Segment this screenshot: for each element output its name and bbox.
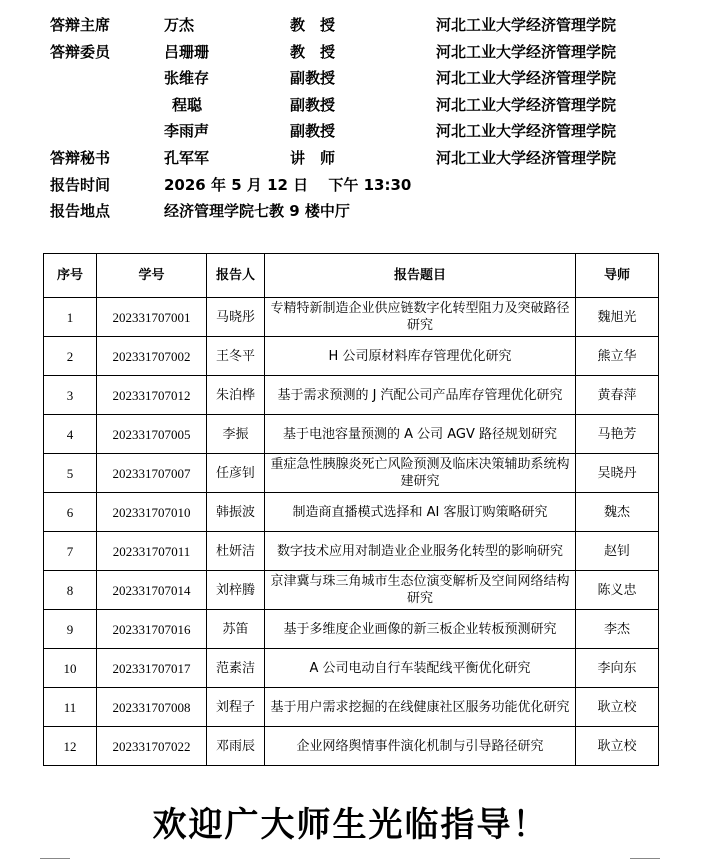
committee-unit: 河北工业大学经济管理学院 (436, 122, 617, 141)
row-student-id: 202331707001 (97, 298, 207, 337)
table-row (44, 532, 659, 571)
row-no: 12 (44, 727, 97, 766)
row-student-id: 202331707010 (97, 493, 207, 532)
row-presenter: 刘梓腾 (207, 571, 265, 610)
row-advisor: 李向东 (576, 649, 659, 688)
committee-unit: 河北工业大学经济管理学院 (436, 95, 617, 114)
row-advisor: 陈义忠 (576, 571, 659, 610)
row-presenter: 马晓彤 (207, 298, 265, 337)
row-no: 2 (44, 337, 97, 376)
table-row (44, 727, 659, 766)
committee-name: 孔军军 (164, 148, 210, 167)
row-presenter: 王冬平 (207, 337, 265, 376)
table-row (44, 493, 659, 532)
row-advisor: 黄春萍 (576, 376, 659, 415)
row-topic: 制造商直播模式选择和 AI 客服订购策略研究 (265, 493, 576, 532)
row-topic: 数字技术应用对制造业企业服务化转型的影响研究 (265, 532, 576, 571)
table-row (44, 298, 659, 337)
row-advisor: 李杰 (576, 610, 659, 649)
header-student-id: 学号 (97, 254, 207, 298)
committee-row-member (50, 92, 690, 119)
header-topic: 报告题目 (265, 254, 576, 298)
row-advisor: 马艳芳 (576, 415, 659, 454)
row-no: 7 (44, 532, 97, 571)
committee-title: 副教授 (290, 95, 336, 114)
row-student-id: 202331707002 (97, 337, 207, 376)
row-presenter: 杜妍洁 (207, 532, 265, 571)
row-presenter: 韩振波 (207, 493, 265, 532)
row-presenter: 刘程子 (207, 688, 265, 727)
committee-title: 副教授 (290, 69, 336, 88)
row-no: 4 (44, 415, 97, 454)
row-topic: 基于需求预测的 J 汽配公司产品库存管理优化研究 (265, 376, 576, 415)
committee-row-member (50, 39, 690, 66)
report-time-row (50, 172, 690, 199)
committee-name: 吕珊珊 (164, 42, 210, 61)
table-row (44, 376, 659, 415)
table-row (44, 688, 659, 727)
row-presenter: 任彦钊 (207, 454, 265, 493)
table-row (44, 571, 659, 610)
row-student-id: 202331707011 (97, 532, 207, 571)
committee-unit: 河北工业大学经济管理学院 (436, 42, 617, 61)
row-student-id: 202331707008 (97, 688, 207, 727)
row-topic: 基于用户需求挖掘的在线健康社区服务功能优化研究 (265, 688, 576, 727)
row-student-id: 202331707022 (97, 727, 207, 766)
report-time-value: 2026 年 5 月 12 日 下午 13:30 (164, 175, 412, 194)
report-place-label: 报告地点 (50, 202, 111, 221)
header-presenter: 报告人 (207, 254, 265, 298)
committee-title: 教 授 (290, 16, 336, 34)
committee-role: 答辩主席 (50, 16, 111, 34)
header-no: 序号 (44, 254, 97, 298)
table-row (44, 337, 659, 376)
row-no: 11 (44, 688, 97, 727)
defense-info (50, 12, 690, 225)
row-no: 6 (44, 493, 97, 532)
row-advisor: 赵钊 (576, 532, 659, 571)
row-advisor: 吴晓丹 (576, 454, 659, 493)
report-time-label: 报告时间 (50, 175, 111, 194)
committee-name: 张维存 (164, 69, 210, 88)
committee-unit: 河北工业大学经济管理学院 (436, 16, 617, 34)
committee-row-member (50, 65, 690, 92)
row-presenter: 范素洁 (207, 649, 265, 688)
row-topic: H 公司原材料库存管理优化研究 (265, 337, 576, 376)
row-no: 1 (44, 298, 97, 337)
row-presenter: 苏笛 (207, 610, 265, 649)
row-presenter: 邓雨辰 (207, 727, 265, 766)
row-advisor: 魏旭光 (576, 298, 659, 337)
row-topic: 专精特新制造企业供应链数字化转型阻力及突破路径研究 (265, 298, 576, 337)
committee-title: 副教授 (290, 122, 336, 141)
row-advisor: 熊立华 (576, 337, 659, 376)
row-student-id: 202331707014 (97, 571, 207, 610)
committee-row-chair (50, 12, 690, 39)
row-no: 9 (44, 610, 97, 649)
committee-role: 答辩秘书 (50, 148, 111, 167)
table-row (44, 649, 659, 688)
row-topic: A 公司电动自行车装配线平衡优化研究 (265, 649, 576, 688)
table-header-row (44, 254, 659, 298)
row-topic: 企业网络舆情事件演化机制与引导路径研究 (265, 727, 576, 766)
row-advisor: 魏杰 (576, 493, 659, 532)
committee-role: 答辩委员 (50, 42, 111, 61)
committee-row-member (50, 118, 690, 145)
row-presenter: 朱泊桦 (207, 376, 265, 415)
table-row (44, 610, 659, 649)
row-no: 8 (44, 571, 97, 610)
row-student-id: 202331707016 (97, 610, 207, 649)
committee-name: 万杰 (164, 16, 195, 34)
row-presenter: 李振 (207, 415, 265, 454)
report-place-value: 经济管理学院七教 9 楼中厅 (164, 202, 350, 221)
row-topic: 京津冀与珠三角城市生态位演变解析及空间网络结构研究 (265, 571, 576, 610)
defense-schedule-table (43, 253, 659, 766)
committee-row-secretary (50, 145, 690, 172)
table-row (44, 415, 659, 454)
row-topic: 基于多维度企业画像的新三板企业转板预测研究 (265, 610, 576, 649)
row-student-id: 202331707017 (97, 649, 207, 688)
header-advisor: 导师 (576, 254, 659, 298)
welcome-footer: 欢迎广大师生光临指导！ (152, 805, 549, 845)
row-advisor: 耿立校 (576, 688, 659, 727)
row-topic: 重症急性胰腺炎死亡风险预测及临床决策辅助系统构建研究 (265, 454, 576, 493)
committee-title: 讲 师 (290, 148, 336, 167)
row-no: 10 (44, 649, 97, 688)
row-topic: 基于电池容量预测的 A 公司 AGV 路径规划研究 (265, 415, 576, 454)
row-no: 3 (44, 376, 97, 415)
report-place-row (50, 198, 690, 225)
row-student-id: 202331707007 (97, 454, 207, 493)
table-row (44, 454, 659, 493)
row-student-id: 202331707005 (97, 415, 207, 454)
row-student-id: 202331707012 (97, 376, 207, 415)
committee-title: 教 授 (290, 42, 336, 61)
committee-name: 程聪 (172, 95, 203, 114)
row-advisor: 耿立校 (576, 727, 659, 766)
committee-name: 李雨声 (164, 122, 210, 141)
row-no: 5 (44, 454, 97, 493)
committee-unit: 河北工业大学经济管理学院 (436, 69, 617, 88)
committee-unit: 河北工业大学经济管理学院 (436, 148, 617, 167)
